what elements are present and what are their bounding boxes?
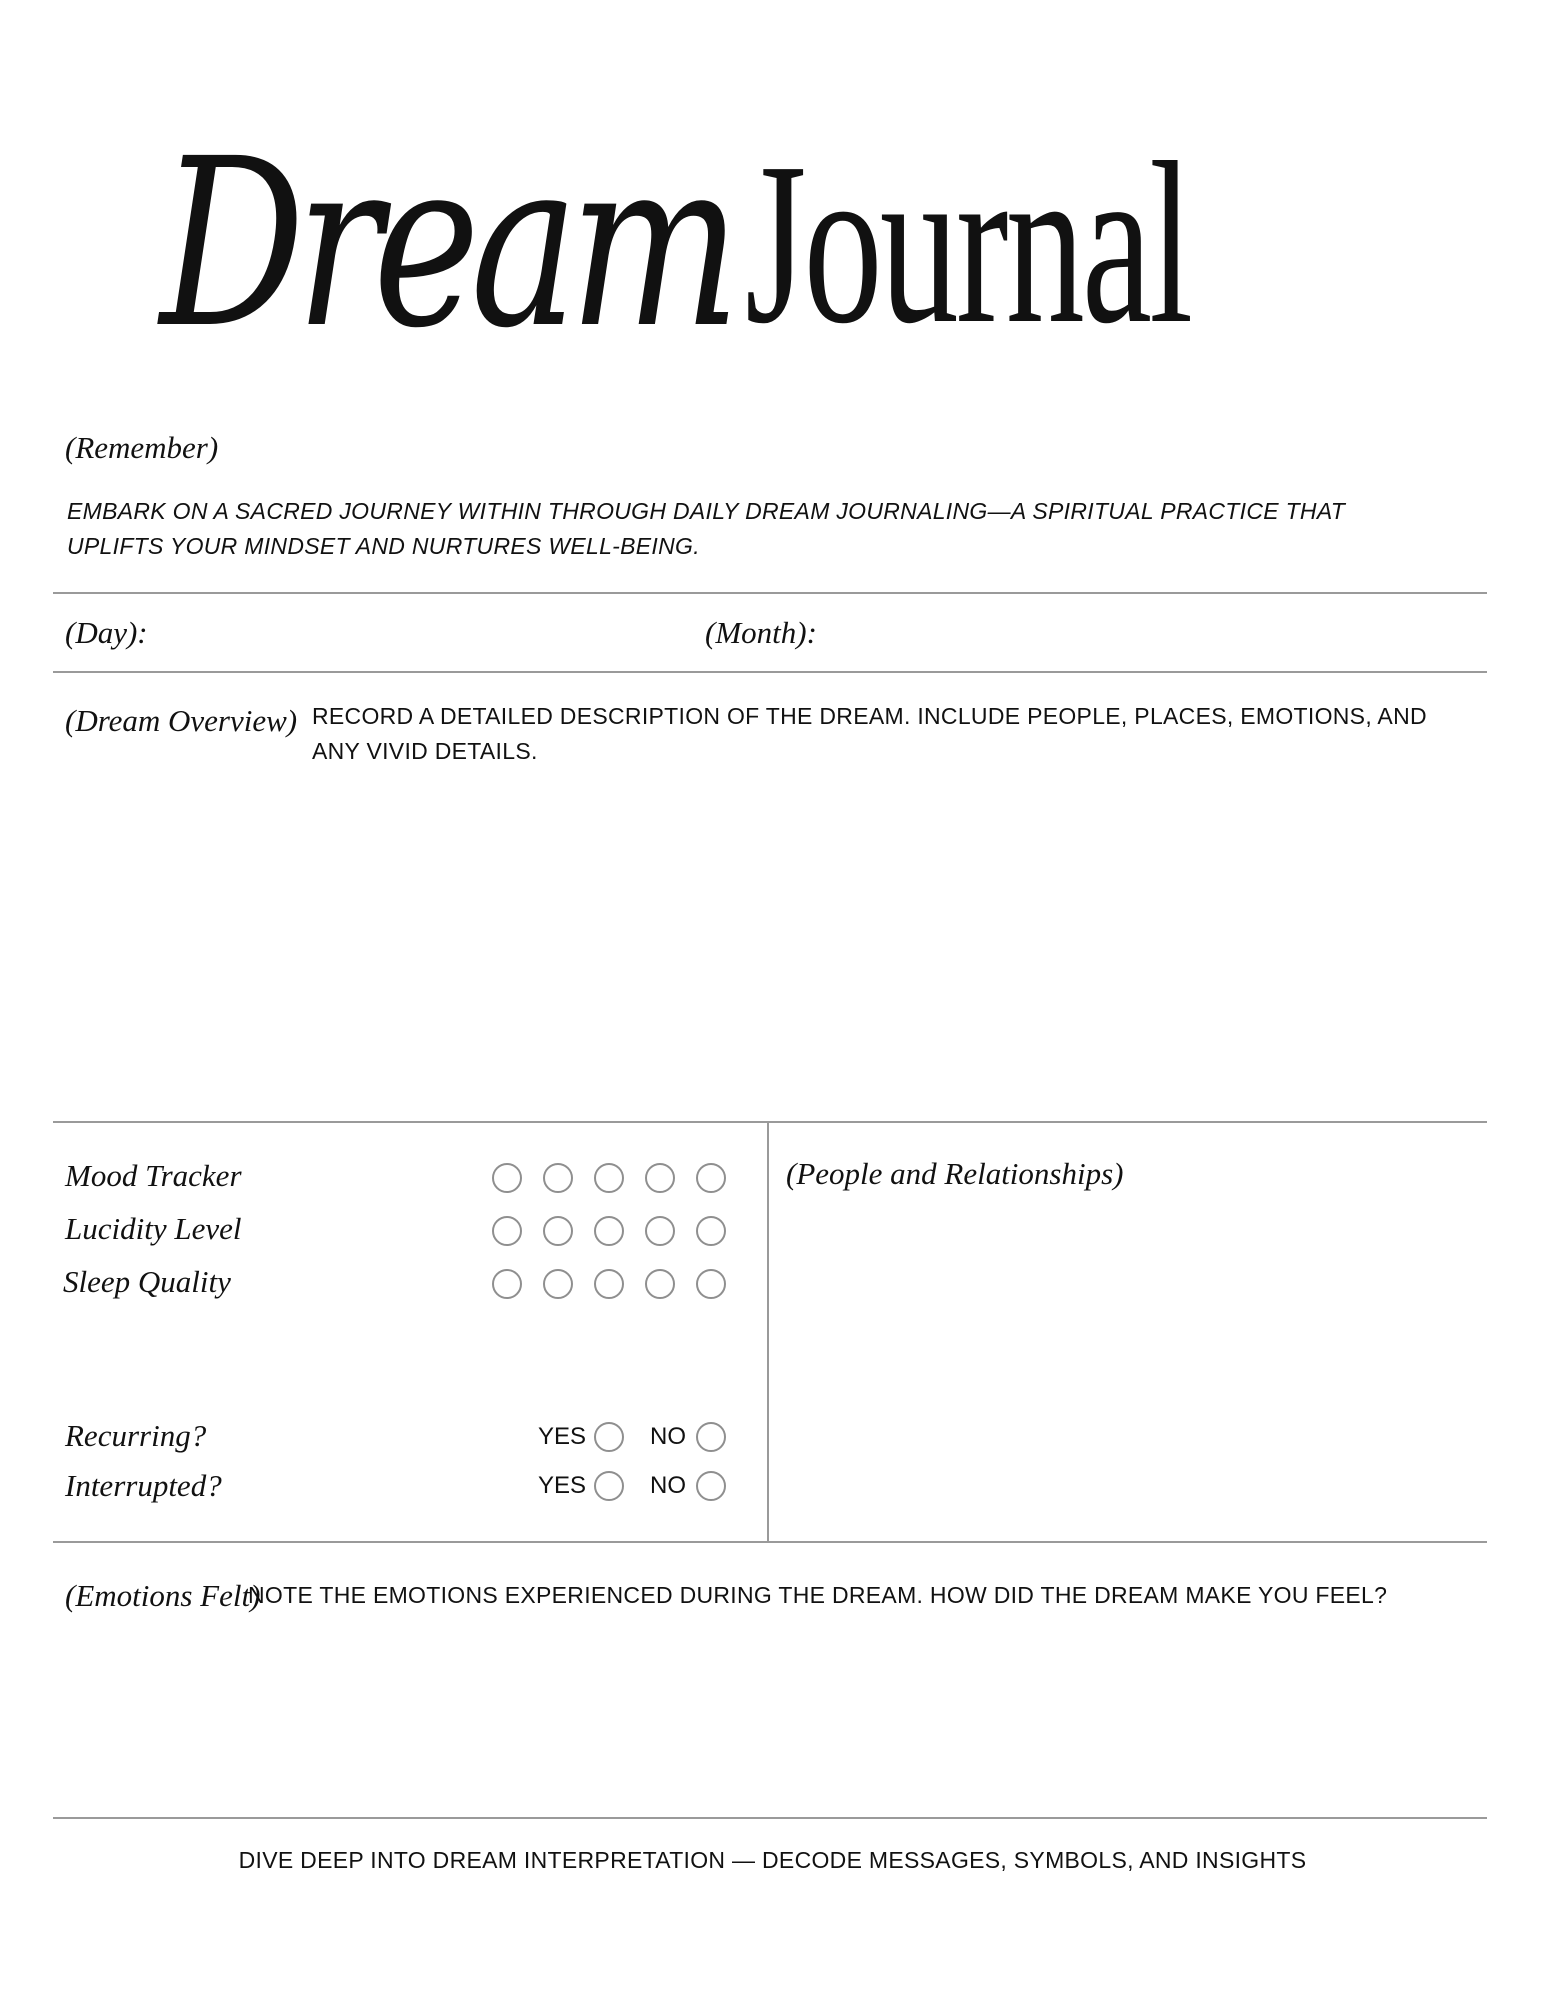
tracker-label-lucidity: Lucidity Level xyxy=(65,1211,242,1246)
title-word-dream: Dream xyxy=(160,109,732,379)
tracker-label-sleep: Sleep Quality xyxy=(63,1264,231,1299)
sleep-rating-5[interactable] xyxy=(696,1269,726,1299)
recurring-no-radio[interactable] xyxy=(696,1422,726,1452)
people-relationships-area[interactable] xyxy=(786,1205,1476,1530)
day-label: (Day): xyxy=(65,615,148,650)
divider xyxy=(53,671,1487,673)
sleep-rating-4[interactable] xyxy=(645,1269,675,1299)
divider xyxy=(53,1541,1487,1543)
divider xyxy=(53,1817,1487,1819)
sleep-rating-1[interactable] xyxy=(492,1269,522,1299)
divider xyxy=(53,1121,1487,1123)
sleep-rating-3[interactable] xyxy=(594,1269,624,1299)
remember-label: (Remember) xyxy=(65,430,219,465)
sleep-rating-2[interactable] xyxy=(543,1269,573,1299)
mood-rating-2[interactable] xyxy=(543,1163,573,1193)
remember-text: EMBARK ON A SACRED JOURNEY WITHIN THROUGH DAILY DREAM JOURNALING—A SPIRITUAL PRACTICE THAT UPLIFTS YOUR MINDSET AND NURTURES WELL-BEING. xyxy=(67,498,1346,559)
recurring-no-label: NO xyxy=(650,1423,686,1450)
emotions-felt-label: (Emotions Felt) xyxy=(65,1578,261,1613)
mood-rating-1[interactable] xyxy=(492,1163,522,1193)
mood-rating-5[interactable] xyxy=(696,1163,726,1193)
emotions-felt-instructions: NOTE THE EMOTIONS EXPERIENCED DURING THE DREAM. HOW DID THE DREAM MAKE YOU FEEL? xyxy=(248,1582,1388,1608)
day-field[interactable] xyxy=(150,605,690,657)
tracker-label-mood: Mood Tracker xyxy=(65,1158,242,1193)
recurring-yes-label: YES xyxy=(538,1423,587,1450)
month-field[interactable] xyxy=(815,605,1475,657)
question-label-recurring: Recurring? xyxy=(65,1418,207,1453)
month-label: (Month): xyxy=(705,615,817,650)
title-word-journal: Journal xyxy=(745,115,1191,372)
interrupted-no-radio[interactable] xyxy=(696,1471,726,1501)
emotions-felt-area[interactable] xyxy=(65,1625,1475,1810)
recurring-yes-radio[interactable] xyxy=(594,1422,624,1452)
lucidity-rating-1[interactable] xyxy=(492,1216,522,1246)
dream-overview-area[interactable] xyxy=(65,780,1475,1110)
dream-overview-label: (Dream Overview) xyxy=(65,703,298,738)
lucidity-rating-3[interactable] xyxy=(594,1216,624,1246)
lucidity-rating-2[interactable] xyxy=(543,1216,573,1246)
interrupted-yes-radio[interactable] xyxy=(594,1471,624,1501)
lucidity-rating-4[interactable] xyxy=(645,1216,675,1246)
interrupted-yes-label: YES xyxy=(538,1472,587,1499)
dream-overview-instructions: RECORD A DETAILED DESCRIPTION OF THE DREAM. INCLUDE PEOPLE, PLACES, EMOTIONS, AND ANY VIVID DETAILS. xyxy=(312,703,1427,764)
interrupted-no-label: NO xyxy=(650,1472,686,1499)
lucidity-rating-5[interactable] xyxy=(696,1216,726,1246)
vertical-divider xyxy=(767,1122,769,1542)
mood-rating-3[interactable] xyxy=(594,1163,624,1193)
people-relationships-label: (People and Relationships) xyxy=(786,1156,1124,1191)
footer-text: DIVE DEEP INTO DREAM INTERPRETATION — DECODE MESSAGES, SYMBOLS, AND INSIGHTS xyxy=(238,1847,1307,1873)
question-label-interrupted: Interrupted? xyxy=(65,1468,222,1503)
divider xyxy=(53,592,1487,594)
mood-rating-4[interactable] xyxy=(645,1163,675,1193)
